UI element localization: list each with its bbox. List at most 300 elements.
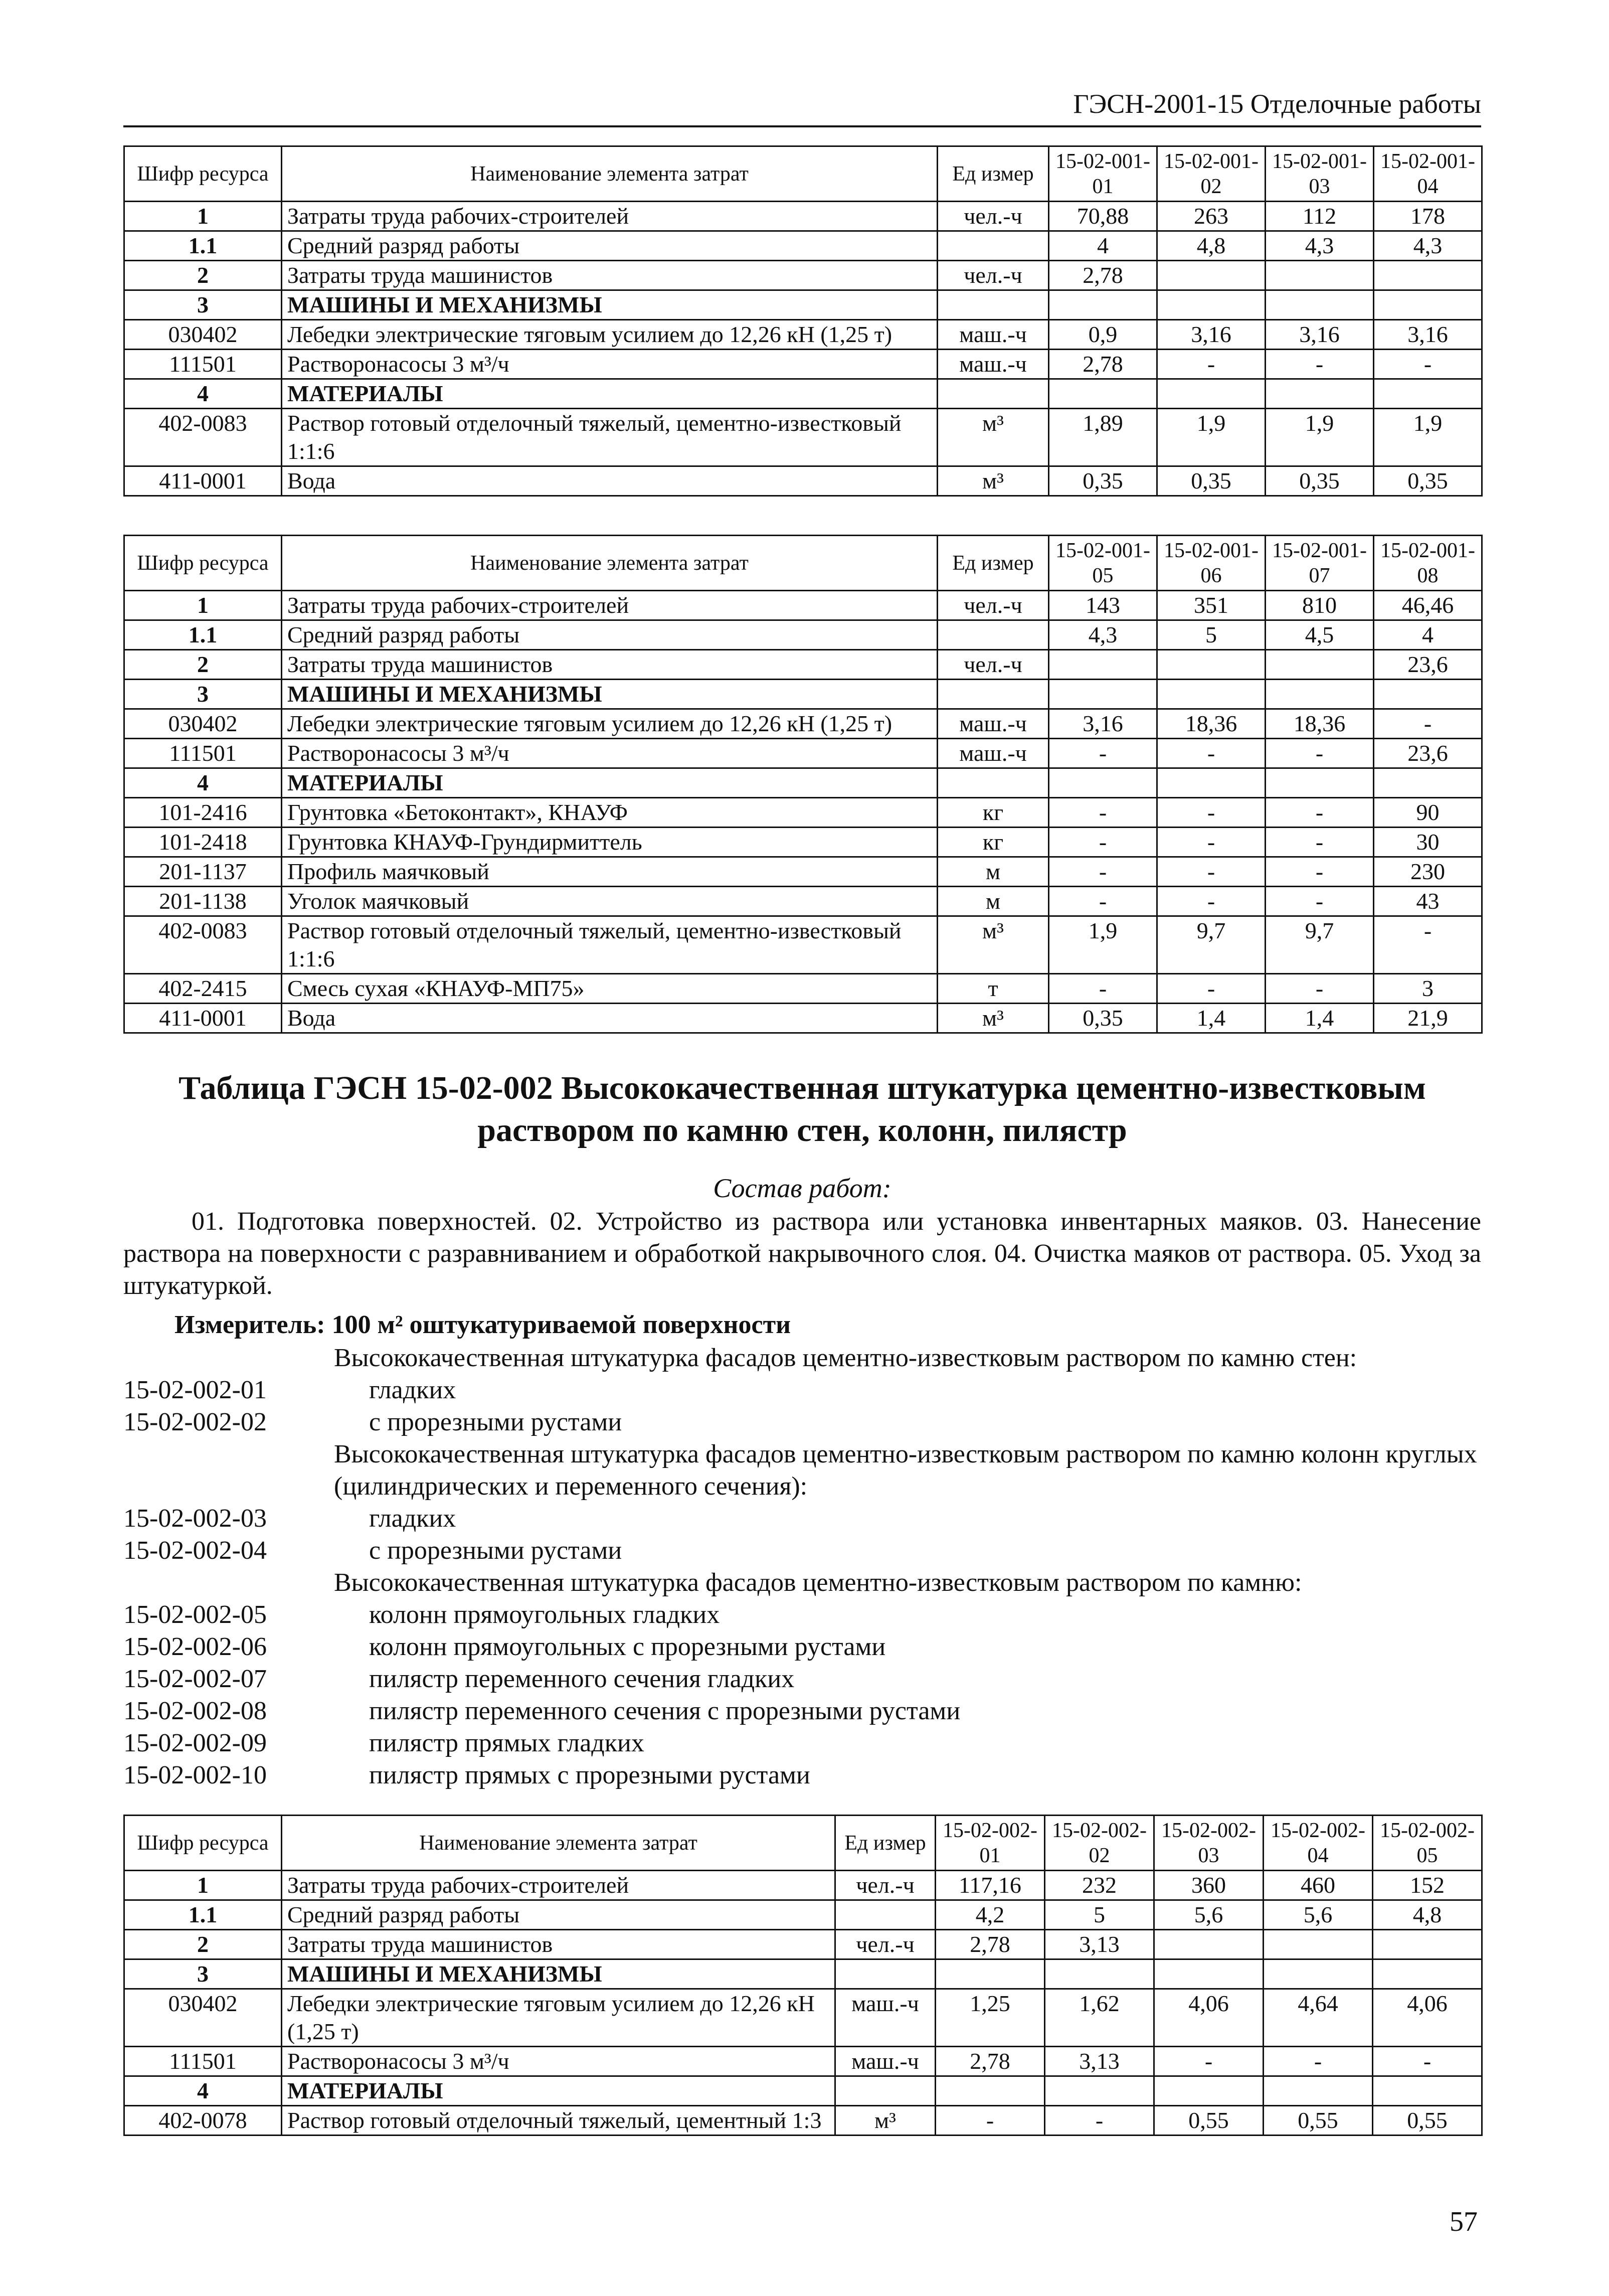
value-cell [1266,290,1374,320]
resource-name: Вода [282,1004,938,1033]
value-cell: 1,25 [936,1989,1045,2047]
col-header-name: Наименование элемента затрат [282,1816,835,1871]
resource-code: 402-2415 [124,974,282,1004]
value-cell: 2,78 [936,1930,1045,1959]
norm-items-list [123,1342,1481,1791]
norm-description: с прорезными рустами [369,1408,622,1436]
value-cell: - [1157,974,1266,1004]
value-cell: 5 [1045,1900,1154,1930]
section-heading: МАТЕРИАЛЫ [282,768,938,798]
norm-code: 15-02-002-08 [123,1697,267,1725]
value-cell: 230 [1374,857,1482,887]
value-cell: 5,6 [1154,1900,1264,1930]
resource-code: 201-1138 [124,887,282,916]
table-row [124,887,1482,916]
table-row [124,2047,1482,2076]
value-cell: - [1049,739,1157,768]
resource-code: 2 [124,261,282,290]
norm-code: 15-02-002-10 [123,1761,267,1789]
resource-code: 1 [124,1871,282,1900]
resource-name: Растворонасосы 3 м³/ч [282,2047,835,2076]
resource-name: Раствор готовый отделочный тяжелый, цементный 1:3 [282,2106,835,2136]
value-cell: 0,35 [1266,466,1374,496]
norm-code: 15-02-002-01 [123,1376,267,1404]
table-row [124,1004,1482,1033]
value-cell: 1,9 [1157,409,1266,466]
value-cell: 0,35 [1049,1004,1157,1033]
value-cell [1154,1930,1264,1959]
resource-code: 4 [124,379,282,409]
list-item [123,1599,1481,1631]
resource-name: Затраты труда рабочих-строителей [282,591,938,620]
section-heading: МАШИНЫ И МЕХАНИЗМЫ [282,290,938,320]
resource-code: 1 [124,202,282,231]
section-heading: МАШИНЫ И МЕХАНИЗМЫ [282,680,938,709]
value-cell: 4 [1374,620,1482,650]
value-cell: 1,4 [1157,1004,1266,1033]
table-row [124,591,1482,620]
norm-description: пилястр переменного сечения гладких [369,1665,795,1693]
resource-name: Затраты труда рабочих-строителей [282,1871,835,1900]
resource-code: 2 [124,1930,282,1959]
value-cell [1266,680,1374,709]
unit-cell: кг [938,798,1049,828]
resource-name: Раствор готовый отделочный тяжелый, цементно-известковый 1:1:6 [282,409,938,466]
value-cell [1374,290,1482,320]
norm-description: пилястр прямых гладких [369,1729,644,1757]
resource-code: 101-2418 [124,828,282,857]
value-cell [1154,2076,1264,2106]
value-cell: - [1049,857,1157,887]
value-cell: 23,6 [1374,739,1482,768]
norm-description: колонн прямоугольных гладких [369,1600,720,1629]
value-cell: - [1266,828,1374,857]
value-cell: 0,35 [1157,466,1266,496]
value-cell: - [1154,2047,1264,2076]
value-cell: 4,3 [1266,231,1374,261]
unit-cell [938,231,1049,261]
norm-description: с прорезными рустами [369,1536,622,1565]
norm-code: 15-02-002-06 [123,1632,267,1661]
value-cell: - [1374,709,1482,739]
unit-cell: чел.-ч [938,650,1049,680]
list-item [123,1503,1481,1535]
unit-cell: чел.-ч [938,591,1049,620]
resource-name: Растворонасосы 3 м³/ч [282,739,938,768]
value-cell [1264,1930,1373,1959]
resource-name: Затраты труда машинистов [282,1930,835,1959]
value-cell: - [1049,798,1157,828]
value-cell: 4,3 [1374,231,1482,261]
resource-code: 402-0083 [124,916,282,974]
item-group-heading: Высококачественная штукатурка фасадов цементно-известковым раствором по камню колонн круглых (цилиндрических и переменного сечения): [334,1440,1477,1501]
resource-code: 1.1 [124,231,282,261]
resource-name: Профиль маячковый [282,857,938,887]
value-cell: 0,35 [1374,466,1482,496]
table-row [124,974,1482,1004]
value-cell: 3,16 [1049,709,1157,739]
unit-cell: кг [938,828,1049,857]
value-cell [1049,290,1157,320]
value-cell: 0,35 [1049,466,1157,496]
resource-code: 201-1137 [124,857,282,887]
table-row [124,2076,1482,2106]
table-row [124,739,1482,768]
value-cell: 143 [1049,591,1157,620]
unit-cell [938,290,1049,320]
unit-cell: м³ [938,466,1049,496]
table-row [124,290,1482,320]
value-cell [1157,379,1266,409]
value-cell: - [1374,350,1482,379]
value-cell: 4,2 [936,1900,1045,1930]
value-cell: - [1049,828,1157,857]
resource-name: Вода [282,466,938,496]
value-cell: 5,6 [1264,1900,1373,1930]
value-cell [1049,379,1157,409]
col-header-norm: 15-02-002-04 [1264,1816,1373,1871]
col-header-code: Шифр ресурса [124,536,282,591]
value-cell: 0,55 [1373,2106,1482,2136]
resource-code: 030402 [124,320,282,350]
value-cell [1373,2076,1482,2106]
value-cell: 1,9 [1266,409,1374,466]
resource-name: Уголок маячковый [282,887,938,916]
value-cell: 112 [1266,202,1374,231]
value-cell: - [1157,857,1266,887]
unit-cell: маш.-ч [835,2047,936,2076]
resource-code: 030402 [124,709,282,739]
value-cell: - [1157,739,1266,768]
table-row [124,379,1482,409]
value-cell [1157,768,1266,798]
resource-table-3 [123,1815,1483,2136]
list-item [123,1759,1481,1791]
unit-cell: м³ [938,409,1049,466]
value-cell [1045,1959,1154,1989]
value-cell: 460 [1264,1871,1373,1900]
table-row [124,620,1482,650]
value-cell: 3,16 [1374,320,1482,350]
value-cell: 263 [1157,202,1266,231]
table-row [124,320,1482,350]
header-title: ГЭСН-2001-15 Отделочные работы [1073,89,1481,119]
col-header-norm: 15-02-001-07 [1266,536,1374,591]
resource-code: 3 [124,1959,282,1989]
value-cell: 4,8 [1373,1900,1482,1930]
resource-name: Раствор готовый отделочный тяжелый, цементно-известковый 1:1:6 [282,916,938,974]
value-cell: 4 [1049,231,1157,261]
table-row [124,768,1482,798]
value-cell [936,1959,1045,1989]
value-cell: - [1157,798,1266,828]
norm-code: 15-02-002-09 [123,1729,267,1757]
value-cell: 152 [1373,1871,1482,1900]
value-cell: - [1157,887,1266,916]
table-row [124,680,1482,709]
resource-code: 1.1 [124,620,282,650]
value-cell: 21,9 [1374,1004,1482,1033]
resource-name: Грунтовка КНАУФ-Грундирмиттель [282,828,938,857]
norm-description: колонн прямоугольных с прорезными рустами [369,1632,886,1661]
list-item [123,1631,1481,1663]
norm-code: 15-02-002-04 [123,1536,267,1565]
item-group-heading: Высококачественная штукатурка фасадов цементно-известковым раствором по камню: [334,1568,1302,1597]
unit-cell [835,1959,936,1989]
resource-name: Затраты труда машинистов [282,650,938,680]
table-row [124,1871,1482,1900]
section-heading: МАТЕРИАЛЫ [282,2076,835,2106]
list-item [123,1374,1481,1406]
table-row [124,202,1482,231]
table-row [124,261,1482,290]
unit-cell: маш.-ч [938,320,1049,350]
norm-description: пилястр прямых с прорезными рустами [369,1761,810,1789]
value-cell: 3,13 [1045,1930,1154,1959]
col-header-norm: 15-02-002-02 [1045,1816,1154,1871]
norm-description: гладких [369,1504,456,1533]
table-title: Таблица ГЭСН 15-02-002 Высококачественная штукатурка цементно-известковым раствором по камню стен, колонн, пилястр [178,1070,1426,1149]
resource-code: 402-0083 [124,409,282,466]
col-header-norm: 15-02-002-01 [936,1816,1045,1871]
unit-cell: м³ [938,916,1049,974]
norm-description: пилястр переменного сечения с прорезными рустами [369,1697,961,1725]
unit-cell: чел.-ч [938,261,1049,290]
value-cell [1157,680,1266,709]
table-row [124,2106,1482,2136]
composition-heading: Состав работ: [713,1173,891,1203]
value-cell [1374,379,1482,409]
value-cell: - [1049,974,1157,1004]
unit-cell: маш.-ч [938,350,1049,379]
resource-code: 411-0001 [124,466,282,496]
value-cell [1045,2076,1154,2106]
running-header [123,84,1481,127]
resource-name: Затраты труда машинистов [282,261,938,290]
value-cell: 3,16 [1157,320,1266,350]
value-cell [1154,1959,1264,1989]
resource-code: 111501 [124,739,282,768]
value-cell: 360 [1154,1871,1264,1900]
resource-name: Лебедки электрические тяговым усилием до 12,26 кН (1,25 т) [282,709,938,739]
value-cell: 18,36 [1157,709,1266,739]
col-header-code: Шифр ресурса [124,1816,282,1871]
value-cell: 4,06 [1373,1989,1482,2047]
value-cell: 178 [1374,202,1482,231]
unit-cell: маш.-ч [938,739,1049,768]
value-cell: - [1157,350,1266,379]
value-cell: 4,3 [1049,620,1157,650]
resource-name: Лебедки электрические тяговым усилием до 12,26 кН (1,25 т) [282,1989,835,2047]
table-row [124,857,1482,887]
norm-code: 15-02-002-07 [123,1665,267,1693]
list-item [123,1406,1481,1438]
value-cell [1049,768,1157,798]
unit-cell: чел.-ч [938,202,1049,231]
value-cell: 5 [1157,620,1266,650]
table-row [124,828,1482,857]
value-cell: - [1266,887,1374,916]
value-cell: 0,55 [1154,2106,1264,2136]
value-cell: 70,88 [1049,202,1157,231]
unit-cell: м³ [938,1004,1049,1033]
col-header-norm: 15-02-001-05 [1049,536,1157,591]
value-cell [1373,1930,1482,1959]
value-cell: 90 [1374,798,1482,828]
table-row [124,1989,1482,2047]
value-cell [1266,261,1374,290]
value-cell: 23,6 [1374,650,1482,680]
value-cell: 232 [1045,1871,1154,1900]
page-number: 57 [1450,2206,1478,2237]
resource-name: Грунтовка «Бетоконтакт», КНАУФ [282,798,938,828]
value-cell [1374,768,1482,798]
col-header-name: Наименование элемента затрат [282,146,938,202]
value-cell: 351 [1157,591,1266,620]
value-cell: - [1266,798,1374,828]
value-cell: 9,7 [1157,916,1266,974]
resource-code: 3 [124,680,282,709]
value-cell: 46,46 [1374,591,1482,620]
norm-description: гладких [369,1376,456,1404]
resource-name: Средний разряд работы [282,231,938,261]
resource-code: 030402 [124,1989,282,2047]
value-cell: 4,8 [1157,231,1266,261]
list-item [123,1535,1481,1567]
resource-table-2 [123,535,1483,1034]
value-cell [1374,680,1482,709]
col-header-name: Наименование элемента затрат [282,536,938,591]
resource-code: 2 [124,650,282,680]
unit-cell [938,620,1049,650]
unit-cell: маш.-ч [835,1989,936,2047]
value-cell: 2,78 [1049,350,1157,379]
resource-name: Средний разряд работы [282,1900,835,1930]
value-cell: - [1049,887,1157,916]
value-cell: - [1264,2047,1373,2076]
value-cell: 1,4 [1266,1004,1374,1033]
unit-cell [938,680,1049,709]
value-cell [1157,650,1266,680]
resource-code: 4 [124,768,282,798]
unit-cell [835,2076,936,2106]
value-cell: - [936,2106,1045,2136]
value-cell: 3 [1374,974,1482,1004]
value-cell [1049,650,1157,680]
value-cell: 2,78 [936,2047,1045,2076]
col-header-norm: 15-02-001-08 [1374,536,1482,591]
value-cell [1264,2076,1373,2106]
resource-code: 111501 [124,350,282,379]
unit-cell: маш.-ч [938,709,1049,739]
value-cell: - [1266,974,1374,1004]
col-header-norm: 15-02-001-04 [1374,146,1482,202]
value-cell: - [1045,2106,1154,2136]
measurement-unit: Измеритель: 100 м² оштукатуриваемой поверхности [174,1310,791,1339]
value-cell [1157,290,1266,320]
resource-code: 4 [124,2076,282,2106]
col-header-unit: Ед измер [938,146,1049,202]
value-cell: 1,9 [1374,409,1482,466]
resource-name: Лебедки электрические тяговым усилием до 12,26 кН (1,25 т) [282,320,938,350]
resource-name: Растворонасосы 3 м³/ч [282,350,938,379]
resource-code: 402-0078 [124,2106,282,2136]
value-cell: 1,89 [1049,409,1157,466]
value-cell: - [1157,828,1266,857]
unit-cell [938,379,1049,409]
value-cell: 18,36 [1266,709,1374,739]
list-item [123,1663,1481,1695]
value-cell: 9,7 [1266,916,1374,974]
value-cell [1266,650,1374,680]
value-cell: 4,06 [1154,1989,1264,2047]
value-cell: 4,5 [1266,620,1374,650]
item-group-heading: Высококачественная штукатурка фасадов цементно-известковым раствором по камню стен: [334,1344,1357,1372]
table-row [124,466,1482,496]
table-row [124,1930,1482,1959]
value-cell [1266,768,1374,798]
unit-cell: м [938,857,1049,887]
value-cell: 117,16 [936,1871,1045,1900]
col-header-norm: 15-02-001-02 [1157,146,1266,202]
table-row [124,409,1482,466]
value-cell: 2,78 [1049,261,1157,290]
unit-cell: м [938,887,1049,916]
value-cell [1157,261,1266,290]
col-header-norm: 15-02-001-03 [1266,146,1374,202]
value-cell: 0,9 [1049,320,1157,350]
norm-code: 15-02-002-02 [123,1408,267,1436]
table-row [124,650,1482,680]
unit-cell [938,768,1049,798]
norm-code: 15-02-002-05 [123,1600,267,1629]
value-cell [936,2076,1045,2106]
resource-name: Средний разряд работы [282,620,938,650]
col-header-norm: 15-02-002-05 [1373,1816,1482,1871]
value-cell [1264,1959,1373,1989]
resource-code: 411-0001 [124,1004,282,1033]
table-row [124,350,1482,379]
unit-cell [835,1900,936,1930]
list-item [123,1727,1481,1759]
value-cell: - [1374,916,1482,974]
norm-code: 15-02-002-03 [123,1504,267,1533]
unit-cell: м³ [835,2106,936,2136]
resource-code: 111501 [124,2047,282,2076]
col-header-norm: 15-02-001-06 [1157,536,1266,591]
value-cell: - [1373,2047,1482,2076]
value-cell: 3,13 [1045,2047,1154,2076]
value-cell [1049,680,1157,709]
col-header-unit: Ед измер [835,1816,936,1871]
value-cell: 4,64 [1264,1989,1373,2047]
resource-code: 101-2416 [124,798,282,828]
value-cell [1266,379,1374,409]
resource-name: Смесь сухая «КНАУФ-МП75» [282,974,938,1004]
value-cell: 43 [1374,887,1482,916]
value-cell: 810 [1266,591,1374,620]
table-row [124,1900,1482,1930]
table-row [124,1959,1482,1989]
value-cell: 0,55 [1264,2106,1373,2136]
col-header-unit: Ед измер [938,536,1049,591]
value-cell: - [1266,857,1374,887]
resource-name: Затраты труда рабочих-строителей [282,202,938,231]
composition-text: 01. Подготовка поверхностей. 02. Устройство из раствора или установка инвентарных маяков. 03. Нанесение раствора на поверхности с разравниванием и обработкой накрывочного слоя. 04. Очистка маяков от раствора. 05. Уход за штукатуркой. [123,1207,1481,1300]
value-cell: 1,9 [1049,916,1157,974]
value-cell [1373,1959,1482,1989]
value-cell: - [1266,350,1374,379]
